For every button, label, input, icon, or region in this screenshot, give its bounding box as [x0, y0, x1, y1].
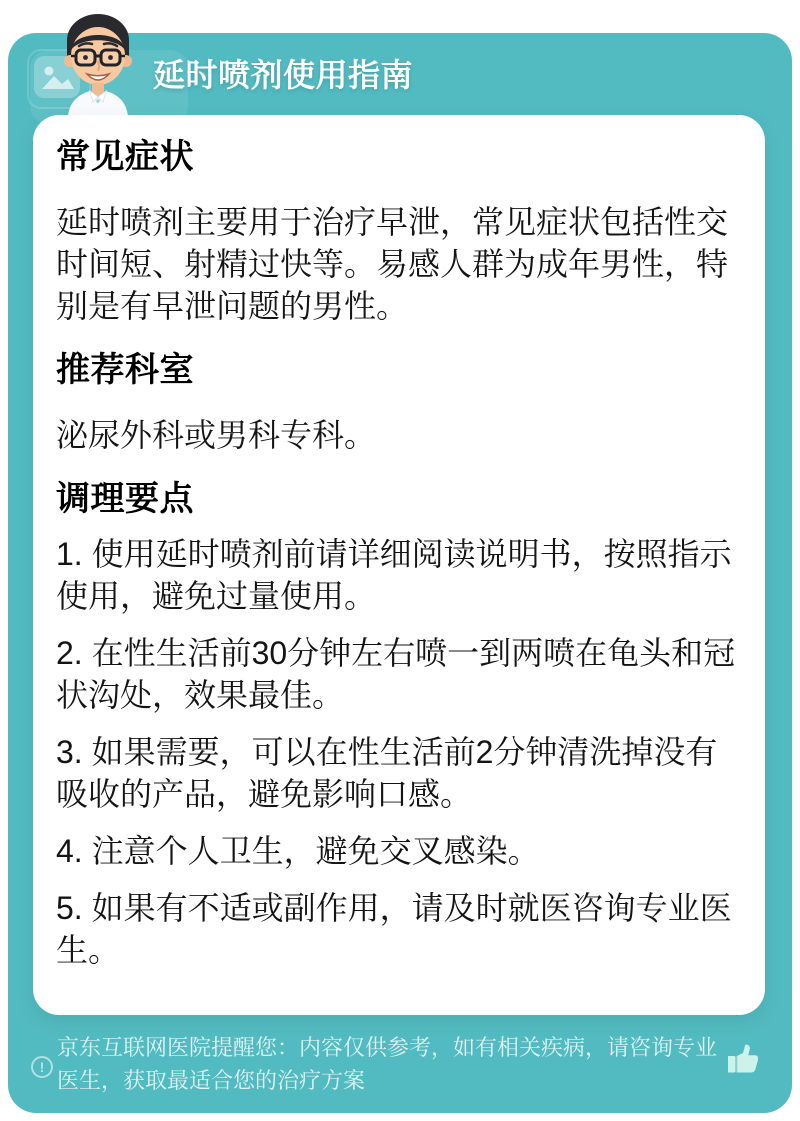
care-point-4: 4. 注意个人卫生，避免交叉感染。 [56, 833, 540, 869]
section-heading-care-points: 调理要点 [56, 480, 194, 518]
care-point-3: 3. 如果需要，可以在性生活前2分钟清洗掉没有吸收的产品，避免影响口感。 [56, 734, 718, 812]
care-point-2: 2. 在性生活前30分钟左右喷一到两喷在龟头和冠状沟处，效果最佳。 [56, 635, 736, 713]
section-body-symptoms: 延时喷剂主要用于治疗早泄，常见症状包括性交时间短、射精过快等。易感人群为成年男性，特别是有早泄问题的男性。 [56, 204, 729, 324]
section-heading-symptoms: 常见症状 [56, 138, 194, 176]
page-title: 延时喷剂使用指南 [153, 57, 414, 93]
thumbs-up-icon[interactable] [722, 1041, 758, 1077]
disclaimer-text: 京东互联网医院提醒您：内容仅供参考，如有相关疾病，请咨询专业医生，获取最适合您的治疗方案 [57, 1035, 718, 1093]
section-heading-department: 推荐科室 [56, 351, 194, 389]
info-icon: ! [31, 1056, 53, 1078]
care-point-5: 5. 如果有不适或副作用，请及时就医咨询专业医生。 [56, 890, 732, 968]
content-card [33, 115, 765, 1015]
care-point-1: 1. 使用延时喷剂前请详细阅读说明书，按照指示使用，避免过量使用。 [56, 536, 732, 614]
doctor-avatar [52, 4, 144, 116]
section-body-department: 泌尿外科或男科专科。 [56, 417, 377, 453]
